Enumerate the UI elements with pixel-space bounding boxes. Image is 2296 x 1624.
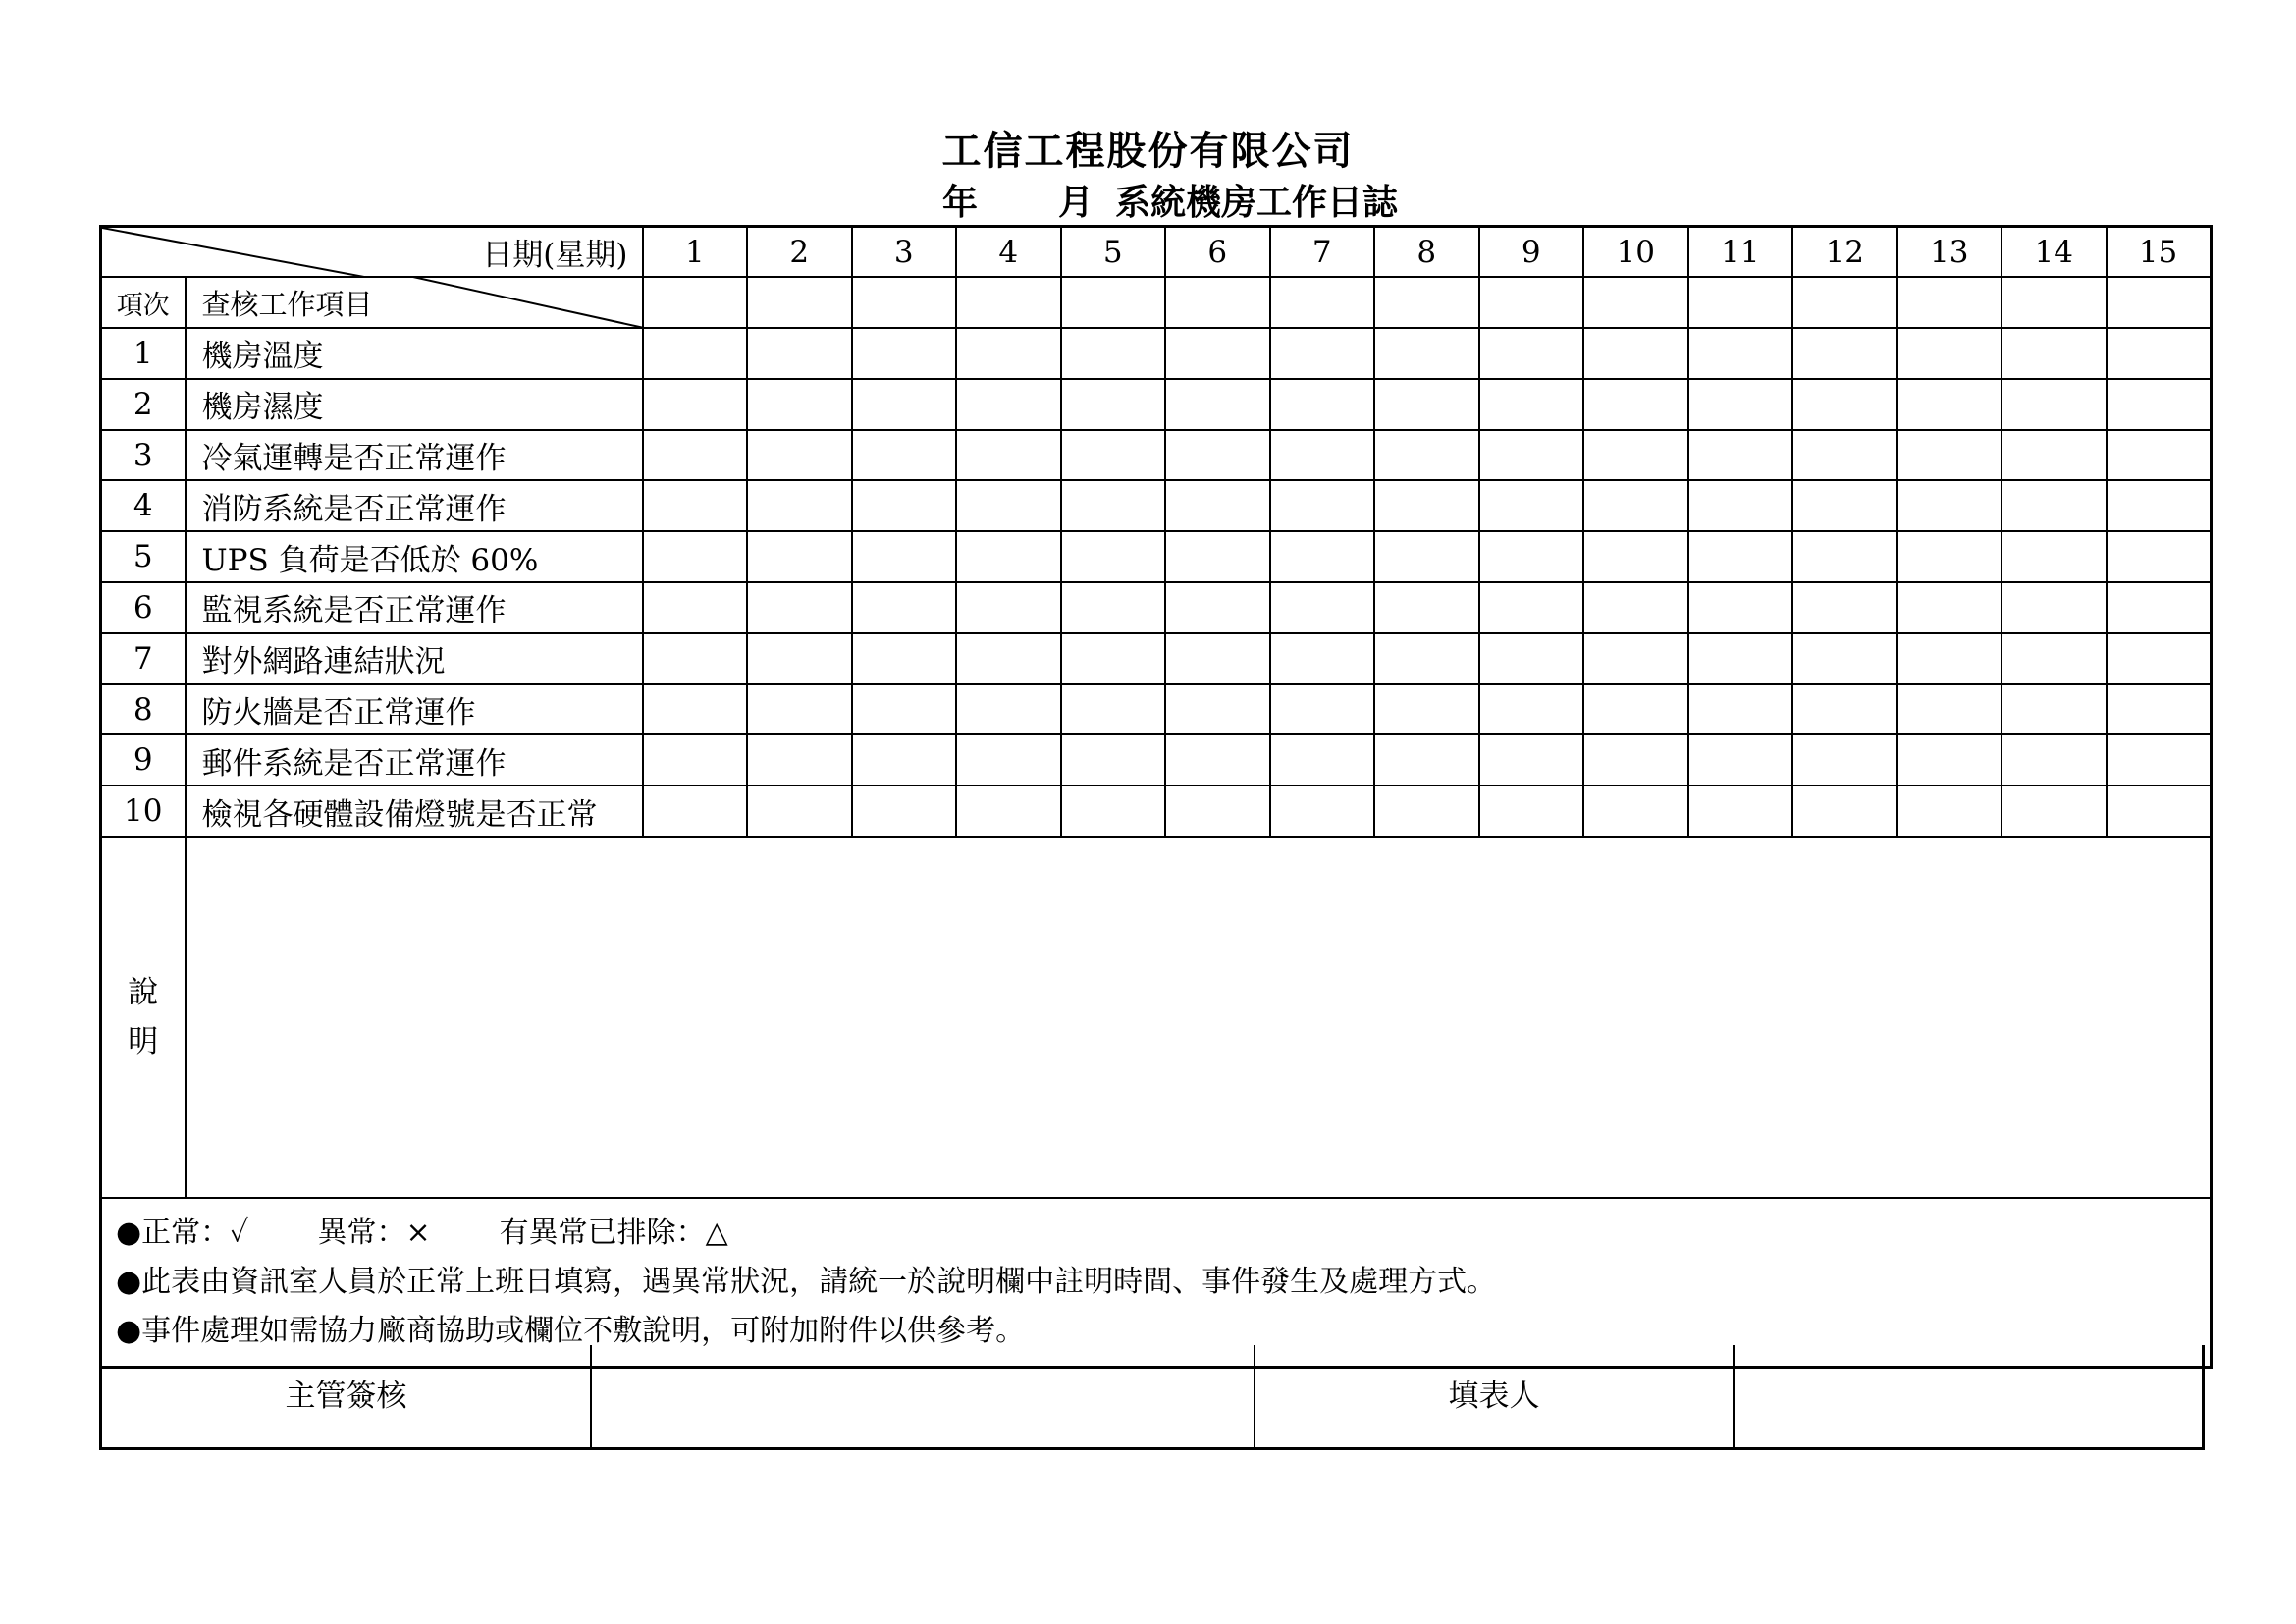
check-cell[interactable] — [1688, 379, 1793, 430]
item-number: 3 — [101, 430, 186, 481]
signature-row — [99, 1345, 2205, 1450]
check-cell[interactable] — [1688, 633, 1793, 684]
notes-label — [101, 837, 186, 1198]
check-cell[interactable] — [1061, 582, 1166, 633]
check-cell[interactable] — [2107, 582, 2212, 633]
check-cell[interactable] — [2002, 582, 2107, 633]
check-cell[interactable] — [2107, 734, 2212, 785]
check-cell[interactable] — [852, 430, 957, 481]
check-cell[interactable] — [1688, 734, 1793, 785]
weekday-cell[interactable] — [1479, 277, 1584, 328]
check-cell[interactable] — [2107, 430, 2212, 481]
check-cell[interactable] — [1792, 734, 1897, 785]
check-cell[interactable] — [1061, 379, 1166, 430]
check-cell[interactable] — [1061, 734, 1166, 785]
check-cell[interactable] — [1897, 582, 2002, 633]
check-cell[interactable] — [1897, 684, 2002, 735]
check-cell[interactable] — [852, 328, 957, 379]
weekday-cell[interactable] — [1897, 277, 2002, 328]
item-number: 9 — [101, 734, 186, 785]
table-row — [101, 785, 2212, 837]
check-cell[interactable] — [1165, 633, 1270, 684]
item-number: 4 — [101, 480, 186, 531]
check-cell[interactable] — [956, 785, 1061, 837]
legend-row — [101, 1198, 2212, 1368]
legend-symbols — [116, 1209, 2196, 1258]
company-name: 工信工程股份有限公司 — [941, 128, 1355, 174]
item-label: 監視系統是否正常運作 — [186, 582, 643, 633]
check-cell[interactable] — [1479, 684, 1584, 735]
check-cell[interactable] — [1583, 328, 1688, 379]
check-cell[interactable] — [1688, 684, 1793, 735]
check-cell[interactable] — [852, 582, 957, 633]
check-cell[interactable] — [1583, 430, 1688, 481]
weekday-cell[interactable] — [852, 277, 957, 328]
check-cell[interactable] — [1165, 582, 1270, 633]
notes-label-char: 明 — [128, 1024, 159, 1060]
check-cell[interactable] — [1792, 531, 1897, 582]
check-cell[interactable] — [1374, 734, 1479, 785]
check-cell[interactable] — [1270, 785, 1375, 837]
day-header: 9 — [1479, 227, 1584, 278]
check-cell[interactable] — [1374, 633, 1479, 684]
filler-label: 填表人 — [1448, 1379, 1540, 1414]
item-number: 8 — [101, 684, 186, 735]
check-cell[interactable] — [1061, 430, 1166, 481]
check-cell[interactable] — [1061, 633, 1166, 684]
day-header: 8 — [1374, 227, 1479, 278]
check-cell[interactable] — [956, 379, 1061, 430]
check-cell[interactable] — [1897, 531, 2002, 582]
check-cell[interactable] — [2002, 480, 2107, 531]
weekday-cell[interactable] — [956, 277, 1061, 328]
check-cell[interactable] — [852, 734, 957, 785]
check-cell[interactable] — [1792, 379, 1897, 430]
check-cell[interactable] — [1792, 684, 1897, 735]
check-cell[interactable] — [2002, 684, 2107, 735]
check-cell[interactable] — [1792, 480, 1897, 531]
check-cell[interactable] — [1270, 734, 1375, 785]
check-cell[interactable] — [643, 684, 748, 735]
item-label: UPS 負荷是否低於 60% — [186, 531, 643, 582]
check-cell[interactable] — [956, 582, 1061, 633]
check-cell[interactable] — [2002, 430, 2107, 481]
item-header-cell — [186, 277, 643, 328]
day-header: 15 — [2107, 227, 2212, 278]
check-cell[interactable] — [1583, 684, 1688, 735]
table-row — [101, 531, 2212, 582]
table-row — [101, 328, 2212, 379]
weekday-cell[interactable] — [1583, 277, 1688, 328]
check-cell[interactable] — [1897, 430, 2002, 481]
item-label: 消防系統是否正常運作 — [186, 480, 643, 531]
check-cell[interactable] — [1165, 328, 1270, 379]
check-cell[interactable] — [747, 480, 852, 531]
weekday-cell[interactable] — [1061, 277, 1166, 328]
check-cell[interactable] — [1897, 633, 2002, 684]
check-cell[interactable] — [2002, 633, 2107, 684]
check-cell[interactable] — [1583, 785, 1688, 837]
check-cell[interactable] — [1165, 734, 1270, 785]
check-cell[interactable] — [643, 734, 748, 785]
check-cell[interactable] — [1897, 734, 2002, 785]
check-cell[interactable] — [1165, 785, 1270, 837]
day-header: 5 — [1061, 227, 1166, 278]
check-cell[interactable] — [643, 379, 748, 430]
check-cell[interactable] — [643, 430, 748, 481]
item-label: 對外網路連結狀況 — [186, 633, 643, 684]
check-cell[interactable] — [1061, 684, 1166, 735]
check-cell[interactable] — [1897, 379, 2002, 430]
check-cell[interactable] — [1061, 785, 1166, 837]
check-cell[interactable] — [852, 785, 957, 837]
instruction-note: ●事件處理如需協力廠商協助或欄位不敷說明，可附加附件以供參考。 — [116, 1314, 1026, 1349]
notes-field[interactable] — [186, 837, 2212, 1198]
check-cell[interactable] — [1270, 684, 1375, 735]
year-label: 年 — [942, 182, 979, 223]
weekday-cell[interactable] — [1374, 277, 1479, 328]
check-cell[interactable] — [2002, 531, 2107, 582]
table-row — [101, 633, 2212, 684]
supervisor-signature-field[interactable] — [592, 1345, 1254, 1447]
check-cell[interactable] — [747, 430, 852, 481]
table-row — [101, 379, 2212, 430]
day-header: 6 — [1165, 227, 1270, 278]
check-cell[interactable] — [1374, 785, 1479, 837]
weekday-cell[interactable] — [1792, 277, 1897, 328]
check-cell[interactable] — [1374, 684, 1479, 735]
check-cell[interactable] — [1374, 379, 1479, 430]
check-cell[interactable] — [2107, 480, 2212, 531]
weekday-cell[interactable] — [2002, 277, 2107, 328]
check-cell[interactable] — [852, 531, 957, 582]
check-cell[interactable] — [2107, 633, 2212, 684]
check-cell[interactable] — [643, 582, 748, 633]
check-cell[interactable] — [2107, 531, 2212, 582]
check-cell[interactable] — [643, 480, 748, 531]
check-cell[interactable] — [956, 531, 1061, 582]
check-cell[interactable] — [1479, 734, 1584, 785]
checklist-table — [99, 225, 2213, 1369]
check-cell[interactable] — [1165, 379, 1270, 430]
check-cell[interactable] — [2107, 328, 2212, 379]
check-cell[interactable] — [643, 531, 748, 582]
check-cell[interactable] — [956, 480, 1061, 531]
legend-resolved: 有異常已排除：△ — [499, 1216, 728, 1251]
check-cell[interactable] — [1374, 430, 1479, 481]
check-cell[interactable] — [956, 328, 1061, 379]
check-cell[interactable] — [1270, 582, 1375, 633]
table-row — [101, 480, 2212, 531]
check-cell[interactable] — [1479, 379, 1584, 430]
check-cell[interactable] — [747, 684, 852, 735]
check-cell[interactable] — [1688, 480, 1793, 531]
check-cell[interactable] — [2002, 734, 2107, 785]
check-cell[interactable] — [1165, 531, 1270, 582]
check-cell[interactable] — [1479, 633, 1584, 684]
check-cell[interactable] — [1583, 480, 1688, 531]
form-title-line — [0, 175, 2296, 223]
check-cell[interactable] — [1374, 480, 1479, 531]
table-row — [101, 734, 2212, 785]
check-cell[interactable] — [1792, 430, 1897, 481]
header-row-dates — [101, 227, 2212, 278]
check-cell[interactable] — [1374, 328, 1479, 379]
date-header-cell — [101, 227, 643, 278]
check-cell[interactable] — [1270, 480, 1375, 531]
item-label: 防火牆是否正常運作 — [186, 684, 643, 735]
legend-normal: ●正常：✓ — [116, 1216, 249, 1251]
check-cell[interactable] — [1792, 582, 1897, 633]
item-number: 10 — [101, 785, 186, 837]
check-cell[interactable] — [1479, 531, 1584, 582]
item-header-label: 查核工作項目 — [201, 287, 373, 321]
check-cell[interactable] — [956, 734, 1061, 785]
table-row — [101, 684, 2212, 735]
check-cell[interactable] — [747, 633, 852, 684]
check-cell[interactable] — [1061, 328, 1166, 379]
check-cell[interactable] — [1165, 480, 1270, 531]
check-cell[interactable] — [1583, 379, 1688, 430]
day-header: 7 — [1270, 227, 1375, 278]
check-cell[interactable] — [1061, 480, 1166, 531]
check-cell[interactable] — [2002, 328, 2107, 379]
day-header: 14 — [2002, 227, 2107, 278]
day-header: 4 — [956, 227, 1061, 278]
table-row — [101, 582, 2212, 633]
weekday-cell[interactable] — [2107, 277, 2212, 328]
check-cell[interactable] — [1583, 582, 1688, 633]
check-cell[interactable] — [1479, 480, 1584, 531]
check-cell[interactable] — [852, 480, 957, 531]
check-cell[interactable] — [1165, 430, 1270, 481]
weekday-cell[interactable] — [1688, 277, 1793, 328]
check-cell[interactable] — [852, 684, 957, 735]
form-title: 系統機房工作日誌 — [1115, 182, 1399, 223]
header-row-items — [101, 277, 2212, 328]
check-cell[interactable] — [1374, 531, 1479, 582]
check-cell[interactable] — [1688, 531, 1793, 582]
check-cell[interactable] — [1479, 582, 1584, 633]
day-header: 3 — [852, 227, 957, 278]
check-cell[interactable] — [2107, 785, 2212, 837]
item-label: 機房溫度 — [186, 328, 643, 379]
check-cell[interactable] — [643, 785, 748, 837]
day-header: 13 — [1897, 227, 2002, 278]
day-header: 12 — [1792, 227, 1897, 278]
check-cell[interactable] — [1583, 734, 1688, 785]
filler-signature-field[interactable] — [1735, 1345, 2205, 1447]
day-header: 11 — [1688, 227, 1793, 278]
check-cell[interactable] — [1165, 684, 1270, 735]
weekday-cell[interactable] — [1270, 277, 1375, 328]
month-label: 月 — [1058, 182, 1095, 223]
check-cell[interactable] — [852, 379, 957, 430]
check-cell[interactable] — [747, 734, 852, 785]
day-header: 10 — [1583, 227, 1688, 278]
check-cell[interactable] — [2002, 379, 2107, 430]
legend-abnormal: 異常：× — [317, 1216, 431, 1251]
check-cell[interactable] — [1270, 379, 1375, 430]
day-header: 2 — [747, 227, 852, 278]
check-cell[interactable] — [1583, 633, 1688, 684]
check-cell[interactable] — [1792, 633, 1897, 684]
check-cell[interactable] — [1688, 430, 1793, 481]
item-no-header: 項次 — [101, 277, 186, 328]
check-cell[interactable] — [643, 633, 748, 684]
item-label: 檢視各硬體設備燈號是否正常 — [186, 785, 643, 837]
check-cell[interactable] — [956, 633, 1061, 684]
check-cell[interactable] — [852, 633, 957, 684]
check-cell[interactable] — [1479, 785, 1584, 837]
check-cell[interactable] — [1792, 328, 1897, 379]
check-cell[interactable] — [1688, 582, 1793, 633]
notes-label-char: 說 — [128, 975, 159, 1011]
item-number: 1 — [101, 328, 186, 379]
item-number: 2 — [101, 379, 186, 430]
day-header: 1 — [643, 227, 748, 278]
check-cell[interactable] — [956, 684, 1061, 735]
item-label: 機房濕度 — [186, 379, 643, 430]
item-label: 郵件系統是否正常運作 — [186, 734, 643, 785]
check-cell[interactable] — [1061, 531, 1166, 582]
check-cell[interactable] — [1792, 785, 1897, 837]
weekday-cell[interactable] — [1165, 277, 1270, 328]
item-number: 6 — [101, 582, 186, 633]
check-cell[interactable] — [1897, 328, 2002, 379]
check-cell[interactable] — [1270, 531, 1375, 582]
check-cell[interactable] — [2002, 785, 2107, 837]
check-cell[interactable] — [1688, 328, 1793, 379]
check-cell[interactable] — [1897, 480, 2002, 531]
check-cell[interactable] — [1270, 328, 1375, 379]
check-cell[interactable] — [643, 328, 748, 379]
check-cell[interactable] — [956, 430, 1061, 481]
check-cell[interactable] — [1688, 785, 1793, 837]
item-number: 7 — [101, 633, 186, 684]
item-number: 5 — [101, 531, 186, 582]
check-cell[interactable] — [2107, 379, 2212, 430]
legend — [101, 1198, 2212, 1368]
check-cell[interactable] — [1583, 531, 1688, 582]
check-cell[interactable] — [747, 785, 852, 837]
check-cell[interactable] — [747, 531, 852, 582]
check-cell[interactable] — [747, 582, 852, 633]
check-cell[interactable] — [747, 379, 852, 430]
item-label: 冷氣運轉是否正常運作 — [186, 430, 643, 481]
check-cell[interactable] — [2107, 684, 2212, 735]
check-cell[interactable] — [1479, 328, 1584, 379]
supervisor-label: 主管簽核 — [285, 1379, 407, 1414]
check-cell[interactable] — [1270, 430, 1375, 481]
check-cell[interactable] — [1374, 582, 1479, 633]
date-header-label: 日期(星期) — [482, 238, 628, 274]
instruction-note: ●此表由資訊室人員於正常上班日填寫，遇異常狀況，請統一於說明欄中註明時間、事件發生及處理方式。 — [116, 1265, 1497, 1300]
check-cell[interactable] — [1897, 785, 2002, 837]
check-cell[interactable] — [747, 328, 852, 379]
check-cell[interactable] — [1479, 430, 1584, 481]
weekday-cell[interactable] — [643, 277, 748, 328]
notes-row — [101, 837, 2212, 1198]
check-cell[interactable] — [1270, 633, 1375, 684]
table-row — [101, 430, 2212, 481]
weekday-cell[interactable] — [747, 277, 852, 328]
